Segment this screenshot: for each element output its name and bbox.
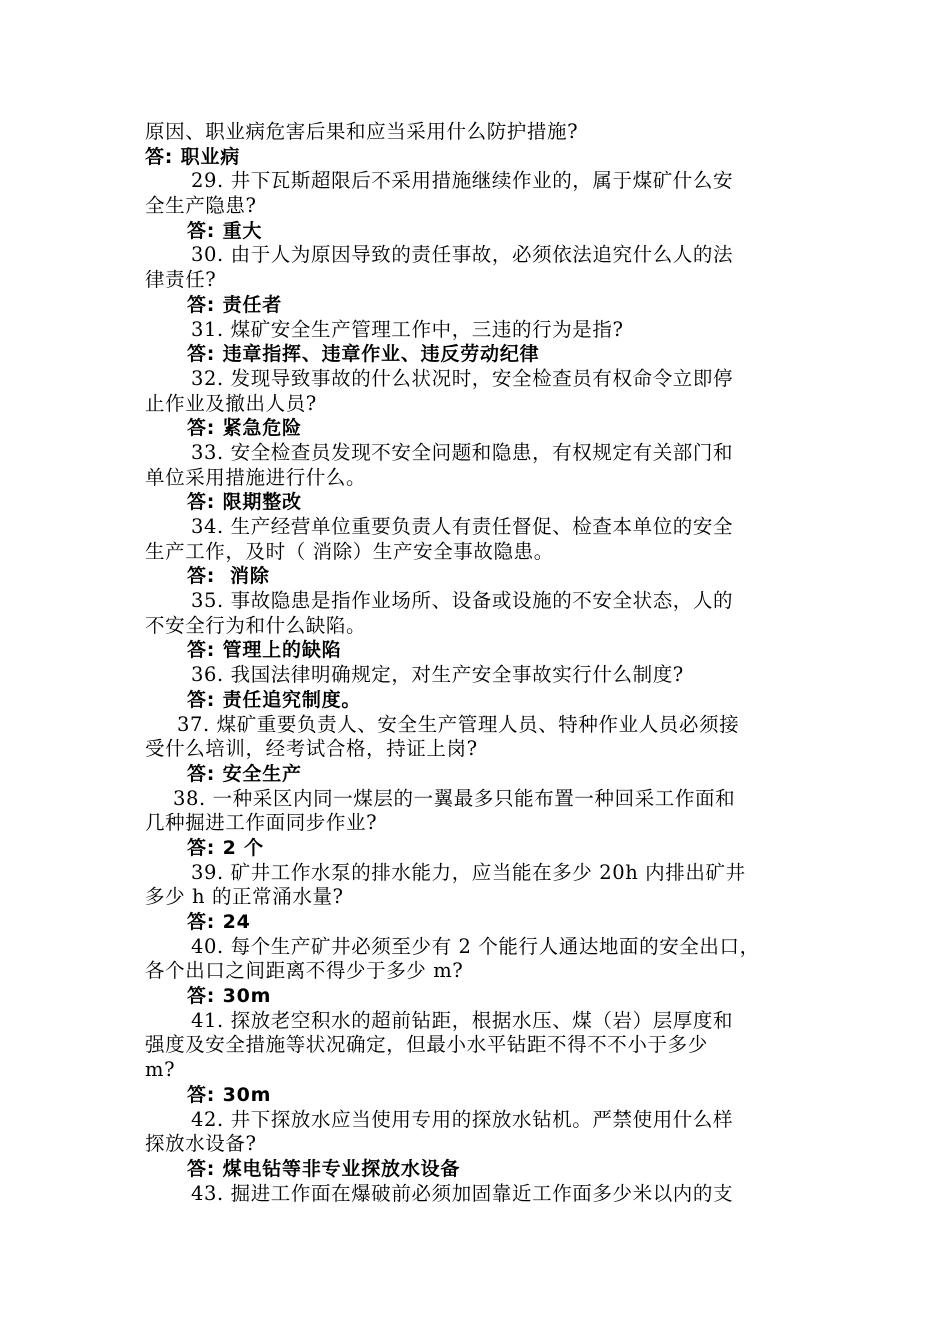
document-body xyxy=(145,120,815,1206)
answer-29: 答: 重大 xyxy=(187,219,263,242)
question-35-continued: 不安全行为和什么缺陷。 xyxy=(145,613,367,637)
question-29-continued: 全生产隐患? xyxy=(145,194,257,218)
question-38: 38. 一种采区内同一煤层的一翼最多只能布置一种回采工作面和 xyxy=(173,786,736,810)
question-43: 43. 掘进工作面在爆破前必须加固靠近工作面多少米以内的支 xyxy=(191,1181,734,1205)
answer-31: 答: 违章指挥、违章作业、违反劳动纪律 xyxy=(187,343,540,366)
answer-30: 答: 责任者 xyxy=(187,293,283,316)
question-37: 37. 煤矿重要负责人、安全生产管理人员、特种作业人员必须接 xyxy=(177,712,740,736)
question-35: 35. 事故隐患是指作业场所、设备或设施的不安全状态，人的 xyxy=(191,589,734,613)
question-32-continued: 止作业及撤出人员? xyxy=(145,391,317,415)
answer-32: 答: 紧急危险 xyxy=(187,417,302,440)
question-42: 42. 井下探放水应当使用专用的探放水钻机。严禁使用什么样 xyxy=(191,1107,734,1131)
question-30-continued: 律责任? xyxy=(145,268,217,292)
question-36: 36. 我国法律明确规定，对生产安全事故实行什么制度? xyxy=(191,663,684,687)
question-34: 34. 生产经营单位重要负责人有责任督促、检查本单位的安全 xyxy=(191,515,734,538)
answer-42: 答: 煤电钻等非专业探放水设备 xyxy=(187,1157,461,1180)
question-42-continued: 探放水设备? xyxy=(145,1132,257,1156)
answer-33: 答: 限期整改 xyxy=(187,491,302,514)
question-text-continued: 原因、职业病危害后果和应当采用什么防护措施? xyxy=(145,120,579,143)
answer-36: 答: 责任追究制度。 xyxy=(187,688,362,711)
question-39: 39. 矿井工作水泵的排水能力，应当能在多少 20h 内排出矿井 xyxy=(191,860,746,884)
answer-39: 答: 24 xyxy=(187,911,251,933)
answer-38: 答: 2 个 xyxy=(187,836,264,859)
question-31: 31. 煤矿安全生产管理工作中，三违的行为是指? xyxy=(191,317,624,341)
question-33: 33. 安全检查员发现不安全问题和隐患，有权规定有关部门和 xyxy=(191,440,734,464)
question-39-continued: 多少 h 的正常涌水量? xyxy=(145,885,344,909)
answer-line: 答: 职业病 xyxy=(145,145,241,168)
question-29: 29. 井下瓦斯超限后不采用措施继续作业的，属于煤矿什么安 xyxy=(191,169,734,193)
answer-40: 答: 30m xyxy=(187,985,272,1008)
question-34-continued: 生产工作，及时（ 消除）生产安全事故隐患。 xyxy=(145,539,554,563)
answer-34: 答: 消除 xyxy=(187,565,270,588)
question-37-continued: 受什么培训，经考试合格，持证上岗? xyxy=(145,737,478,761)
question-30: 30. 由于人为原因导致的责任事故，必须依法追究什么人的法 xyxy=(191,243,734,267)
answer-35: 答: 管理上的缺陷 xyxy=(187,639,342,662)
question-40: 40. 每个生产矿井必须至少有 2 个能行人通达地面的安全出口， xyxy=(191,934,760,958)
question-40-continued: 各个出口之间距离不得少于多少 m? xyxy=(145,959,464,983)
question-32: 32. 发现导致事故的什么状况时，安全检查员有权命令立即停 xyxy=(191,366,734,390)
answer-37: 答: 安全生产 xyxy=(187,762,302,785)
question-41-continued: 强度及安全措施等状况确定，但最小水平钻距不得不不小于多少 xyxy=(145,1033,708,1057)
question-38-continued: 几种掘进工作面同步作业? xyxy=(145,811,378,835)
question-41-continued-2: m? xyxy=(145,1058,176,1082)
question-33-continued: 单位采用措施进行什么。 xyxy=(145,465,367,489)
answer-41: 答: 30m xyxy=(187,1083,272,1106)
question-41: 41. 探放老空积水的超前钻距，根据水压、煤（岩）层厚度和 xyxy=(191,1008,734,1032)
